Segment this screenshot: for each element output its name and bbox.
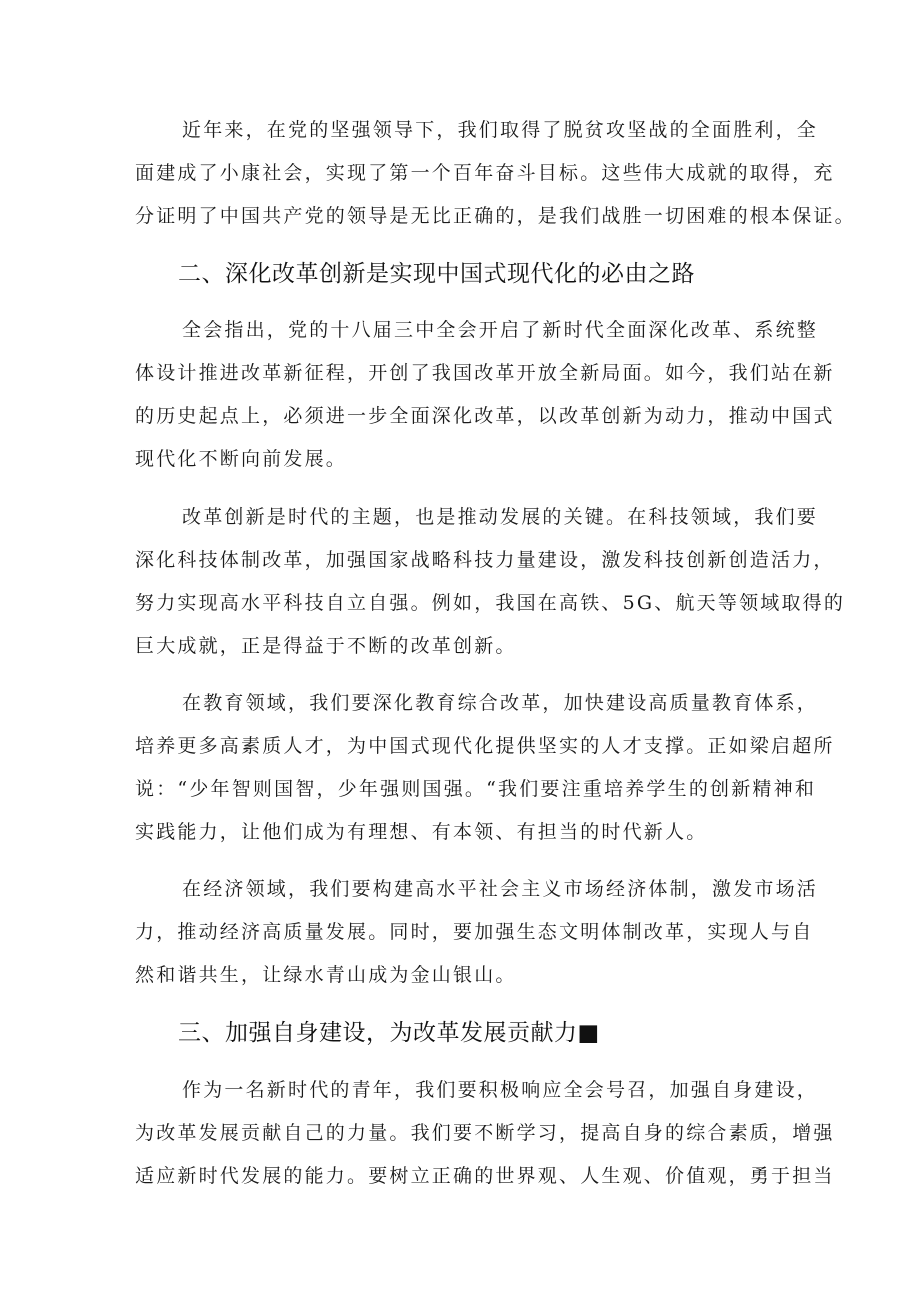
paragraph-line: 说：“少年智则国智，少年强则国强。“我们要注重培养学生的创新精神和: [135, 778, 817, 800]
paragraph-line: 面建成了小康社会，实现了第一个百年奋斗目标。这些伟大成就的取得，充: [135, 162, 835, 184]
paragraph-line: 努力实现高水平科技自立自强。例如，我国在高铁、5G、航天等领域取得的: [135, 592, 846, 614]
paragraph-line: 适应新时代发展的能力。要树立正确的世界观、人生观、价值观，勇于担当: [135, 1165, 835, 1187]
paragraph-line: 近年来，在党的坚强领导下，我们取得了脱贫攻坚战的全面胜利，全: [182, 119, 819, 141]
paragraph-line: 在经济领域，我们要构建高水平社会主义市场经济体制，激发市场活: [182, 878, 819, 900]
paragraph-line: 作为一名新时代的青年，我们要积极响应全会号召，加强自身建设，: [182, 1079, 819, 1101]
paragraph-line: 深化科技体制改革，加强国家战略科技力量建设，激发科技创新创造活力，: [135, 549, 835, 571]
paragraph-line: 分证明了中国共产党的领导是无比正确的，是我们战胜一切困难的根本保证。: [135, 205, 856, 227]
paragraph-line: 现代化不断向前发展。: [135, 448, 348, 470]
paragraph-line: 培养更多高素质人才，为中国式现代化提供坚实的人才支撑。正如梁启超所: [135, 735, 835, 757]
paragraph-line: 改革创新是时代的主题，也是推动发展的关键。在科技领域，我们要: [182, 506, 819, 528]
paragraph-line: 的历史起点上，必须进一步全面深化改革，以改革创新为动力，推动中国式: [135, 405, 835, 427]
paragraph-line: 实践能力，让他们成为有理想、有本领、有担当的时代新人。: [135, 821, 708, 843]
paragraph-line: 全会指出，党的十八届三中全会开启了新时代全面深化改革、系统整: [182, 319, 819, 341]
paragraph-line: 为改革发展贡献自己的力量。我们要不断学习，提高自身的综合素质，增强: [135, 1122, 835, 1144]
section-heading-2: 二、深化改革创新是实现中国式现代化的必由之路: [178, 261, 695, 287]
section-heading-3: 三、加强自身建设，为改革发展贡献力■: [178, 1020, 600, 1046]
paragraph-line: 体设计推进改革新征程，开创了我国改革开放全新局面。如今，我们站在新: [135, 362, 835, 384]
paragraph-line: 然和谐共生，让绿水青山成为金山银山。: [135, 964, 517, 986]
paragraph-line: 在教育领域，我们要深化教育综合改革，加快建设高质量教育体系，: [182, 692, 819, 714]
paragraph-line: 巨大成就，正是得益于不断的改革创新。: [135, 635, 517, 657]
paragraph-line: 力，推动经济高质量发展。同时，要加强生态文明体制改革，实现人与自: [135, 921, 814, 943]
